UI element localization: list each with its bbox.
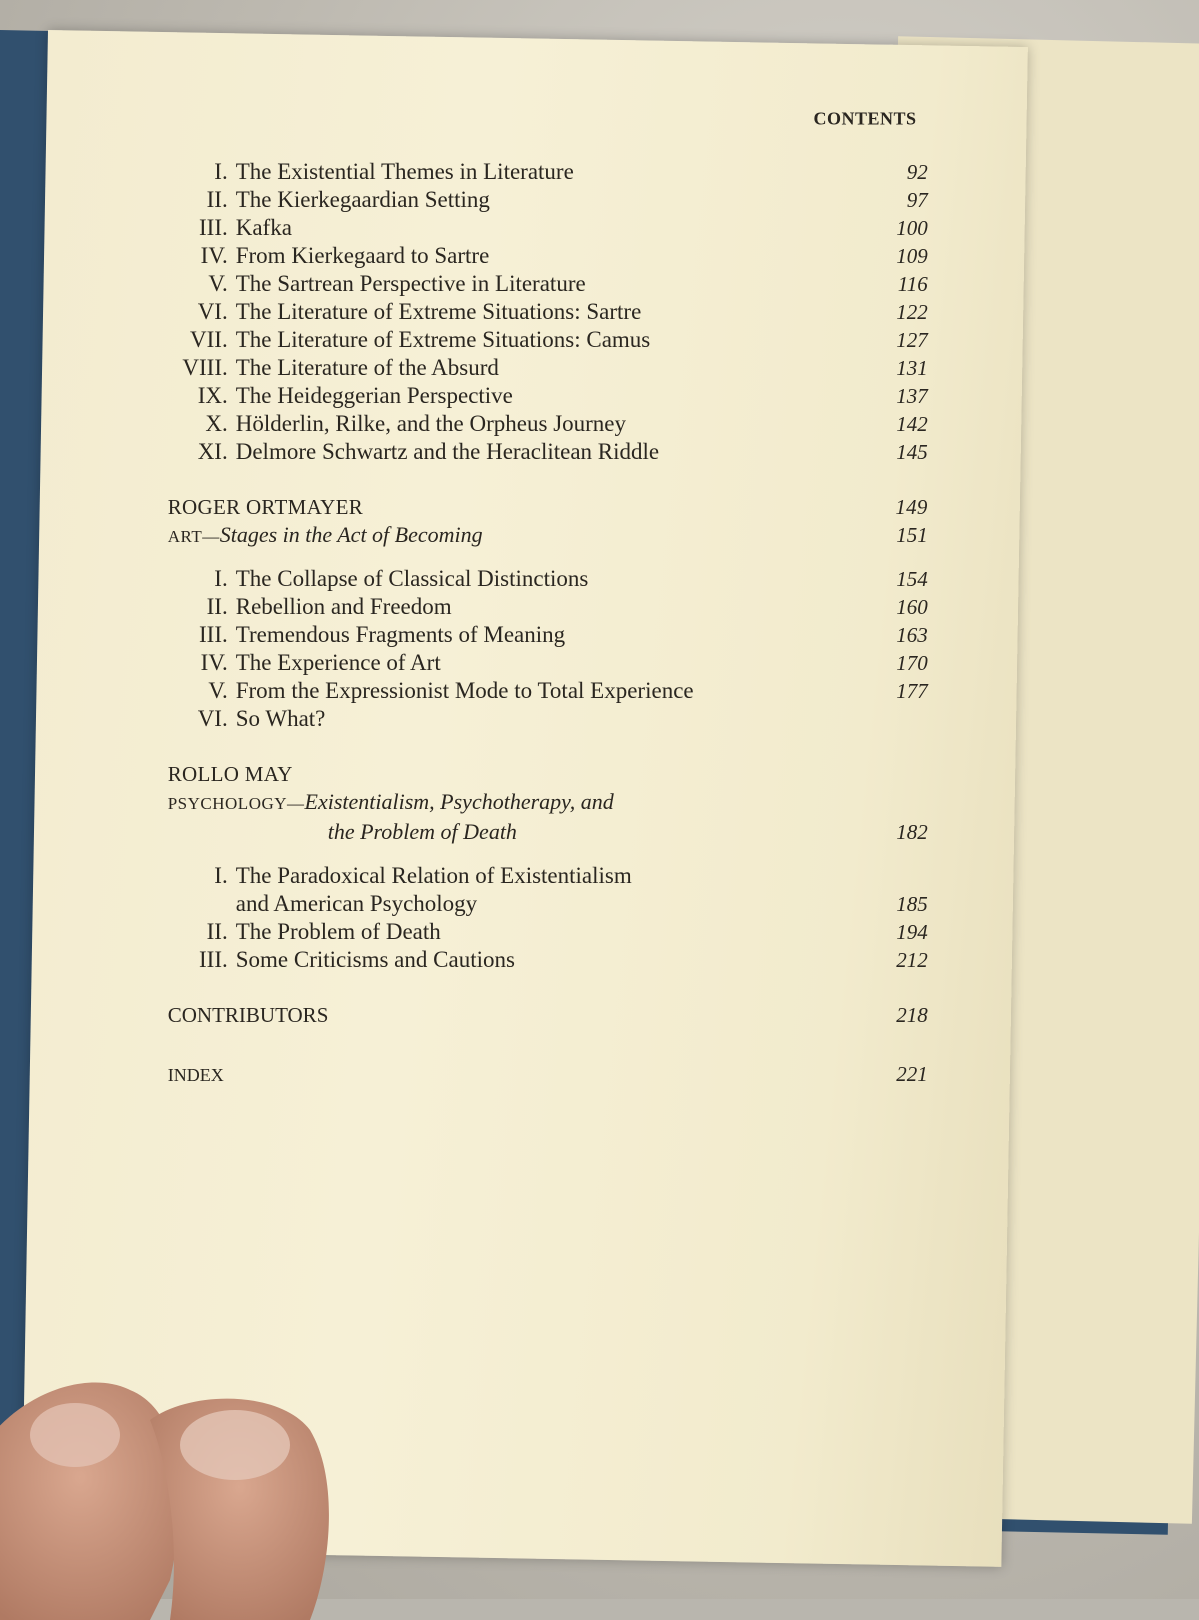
index-label: INDEX: [168, 1065, 224, 1086]
contributors-page: 218: [868, 1003, 928, 1028]
entry-title: So What?: [236, 706, 868, 732]
entry-title: The Literature of Extreme Situations: Sartre: [236, 299, 868, 325]
index-page: 221: [868, 1062, 928, 1087]
entry-page: 97: [868, 188, 928, 213]
toc-entry: [168, 622, 928, 650]
entry-number: V.: [168, 271, 228, 297]
entry-title: The Existential Themes in Literature: [236, 159, 868, 185]
toc-entry: [168, 439, 928, 467]
toc-entry: [168, 271, 928, 299]
entry-title: The Sartrean Perspective in Literature: [236, 271, 868, 297]
entry-title: The Collapse of Classical Distinctions: [236, 566, 868, 592]
book-page: [21, 30, 1027, 1567]
subject-page: 182: [868, 820, 928, 845]
toc-entry: [168, 243, 928, 271]
entry-title: Tremendous Fragments of Meaning: [236, 622, 868, 648]
toc-entry: [168, 947, 928, 975]
subject-title-line1: Existentialism, Psychotherapy, and: [305, 789, 614, 814]
entry-number: II.: [168, 594, 228, 620]
subject-title-line2: the Problem of Death: [328, 819, 517, 845]
entry-page: 131: [868, 356, 928, 381]
essay-title-continued: [168, 819, 928, 845]
entry-title: The Paradoxical Relation of Existentialism: [236, 863, 868, 889]
author-page: 149: [868, 495, 928, 520]
entry-title: From Kierkegaard to Sartre: [236, 243, 868, 269]
entry-page: 177: [868, 679, 928, 704]
entry-page: 116: [868, 272, 928, 297]
entry-number: III.: [168, 947, 228, 973]
thumb-image: [0, 1350, 360, 1620]
entry-number: II.: [168, 187, 228, 213]
entry-title: Hölderlin, Rilke, and the Orpheus Journey: [236, 411, 868, 437]
toc-entry: [168, 187, 928, 215]
entry-title: The Literature of the Absurd: [236, 355, 868, 381]
toc-entry: [168, 566, 928, 594]
entry-title: Some Criticisms and Cautions: [236, 947, 868, 973]
entry-page: 154: [868, 567, 928, 592]
subject-title: Stages in the Act of Becoming: [220, 522, 483, 547]
entry-number: I.: [168, 863, 228, 889]
entry-number: V.: [168, 678, 228, 704]
entry-number: VII.: [168, 327, 228, 353]
contributors-label: CONTRIBUTORS: [168, 1003, 329, 1028]
entry-number: I.: [168, 566, 228, 592]
author-name: ROGER ORTMAYER: [168, 495, 363, 520]
toc-entry: [168, 678, 928, 706]
entry-title: The Problem of Death: [236, 919, 868, 945]
toc-entry: [168, 863, 928, 891]
entry-title: The Kierkegaardian Setting: [236, 187, 868, 213]
entry-title: The Experience of Art: [236, 650, 868, 676]
entry-page: 142: [868, 412, 928, 437]
toc-entry: [168, 919, 928, 947]
section-psychology: [168, 762, 928, 975]
toc-entry: [168, 327, 928, 355]
section-literature: [168, 159, 928, 467]
author-name: ROLLO MAY: [168, 762, 293, 787]
entry-number: IV.: [168, 243, 228, 269]
entry-page: 145: [868, 440, 928, 465]
entry-title: Kafka: [236, 215, 868, 241]
contents-list: [168, 159, 928, 1087]
subject-label: PSYCHOLOGY—: [168, 794, 305, 813]
subject-page: 151: [868, 523, 928, 548]
entry-title: The Literature of Extreme Situations: Camus: [236, 327, 868, 353]
subject-label: ART—: [168, 527, 220, 546]
entry-title: Delmore Schwartz and the Heraclitean Riddle: [236, 439, 868, 465]
contributors-entry: [168, 1003, 928, 1028]
entry-title: From the Expressionist Mode to Total Experience: [236, 678, 868, 704]
toc-entry: [168, 355, 928, 383]
author-heading: [168, 762, 928, 787]
toc-entry-continued: [168, 891, 928, 919]
entry-title: The Heideggerian Perspective: [236, 383, 868, 409]
entry-page: 122: [868, 300, 928, 325]
entry-page: 185: [868, 892, 928, 917]
entry-number: IX.: [168, 383, 228, 409]
toc-entry: [168, 159, 928, 187]
toc-entry: [168, 650, 928, 678]
index-entry: [168, 1062, 928, 1087]
entry-page: 160: [868, 595, 928, 620]
entry-number: X.: [168, 411, 228, 437]
entry-number: XI.: [168, 439, 228, 465]
entry-number: VI.: [168, 706, 228, 732]
toc-entry: [168, 215, 928, 243]
toc-entry: [168, 594, 928, 622]
toc-entry: [168, 411, 928, 439]
entry-page: 100: [868, 216, 928, 241]
running-header: CONTENTS: [177, 109, 917, 130]
entry-page: 212: [868, 948, 928, 973]
entry-page: 92: [868, 160, 928, 185]
entry-page: 194: [868, 920, 928, 945]
toc-entry: [168, 383, 928, 411]
section-art: [168, 495, 928, 734]
entry-page: 137: [868, 384, 928, 409]
toc-entry: [168, 299, 928, 327]
entry-number: VIII.: [168, 355, 228, 381]
author-heading: [168, 495, 928, 520]
essay-title: [168, 522, 928, 548]
entry-number: III.: [168, 622, 228, 648]
entry-title: Rebellion and Freedom: [236, 594, 868, 620]
entry-page: 127: [868, 328, 928, 353]
entry-page: 170: [868, 651, 928, 676]
essay-title: [168, 789, 928, 815]
entry-title-continued: and American Psychology: [236, 891, 868, 917]
entry-number: I.: [168, 159, 228, 185]
entry-page: 109: [868, 244, 928, 269]
toc-entry: [168, 706, 928, 734]
entry-number: VI.: [168, 299, 228, 325]
entry-number: IV.: [168, 650, 228, 676]
entry-page: 163: [868, 623, 928, 648]
entry-number: II.: [168, 919, 228, 945]
entry-number: III.: [168, 215, 228, 241]
